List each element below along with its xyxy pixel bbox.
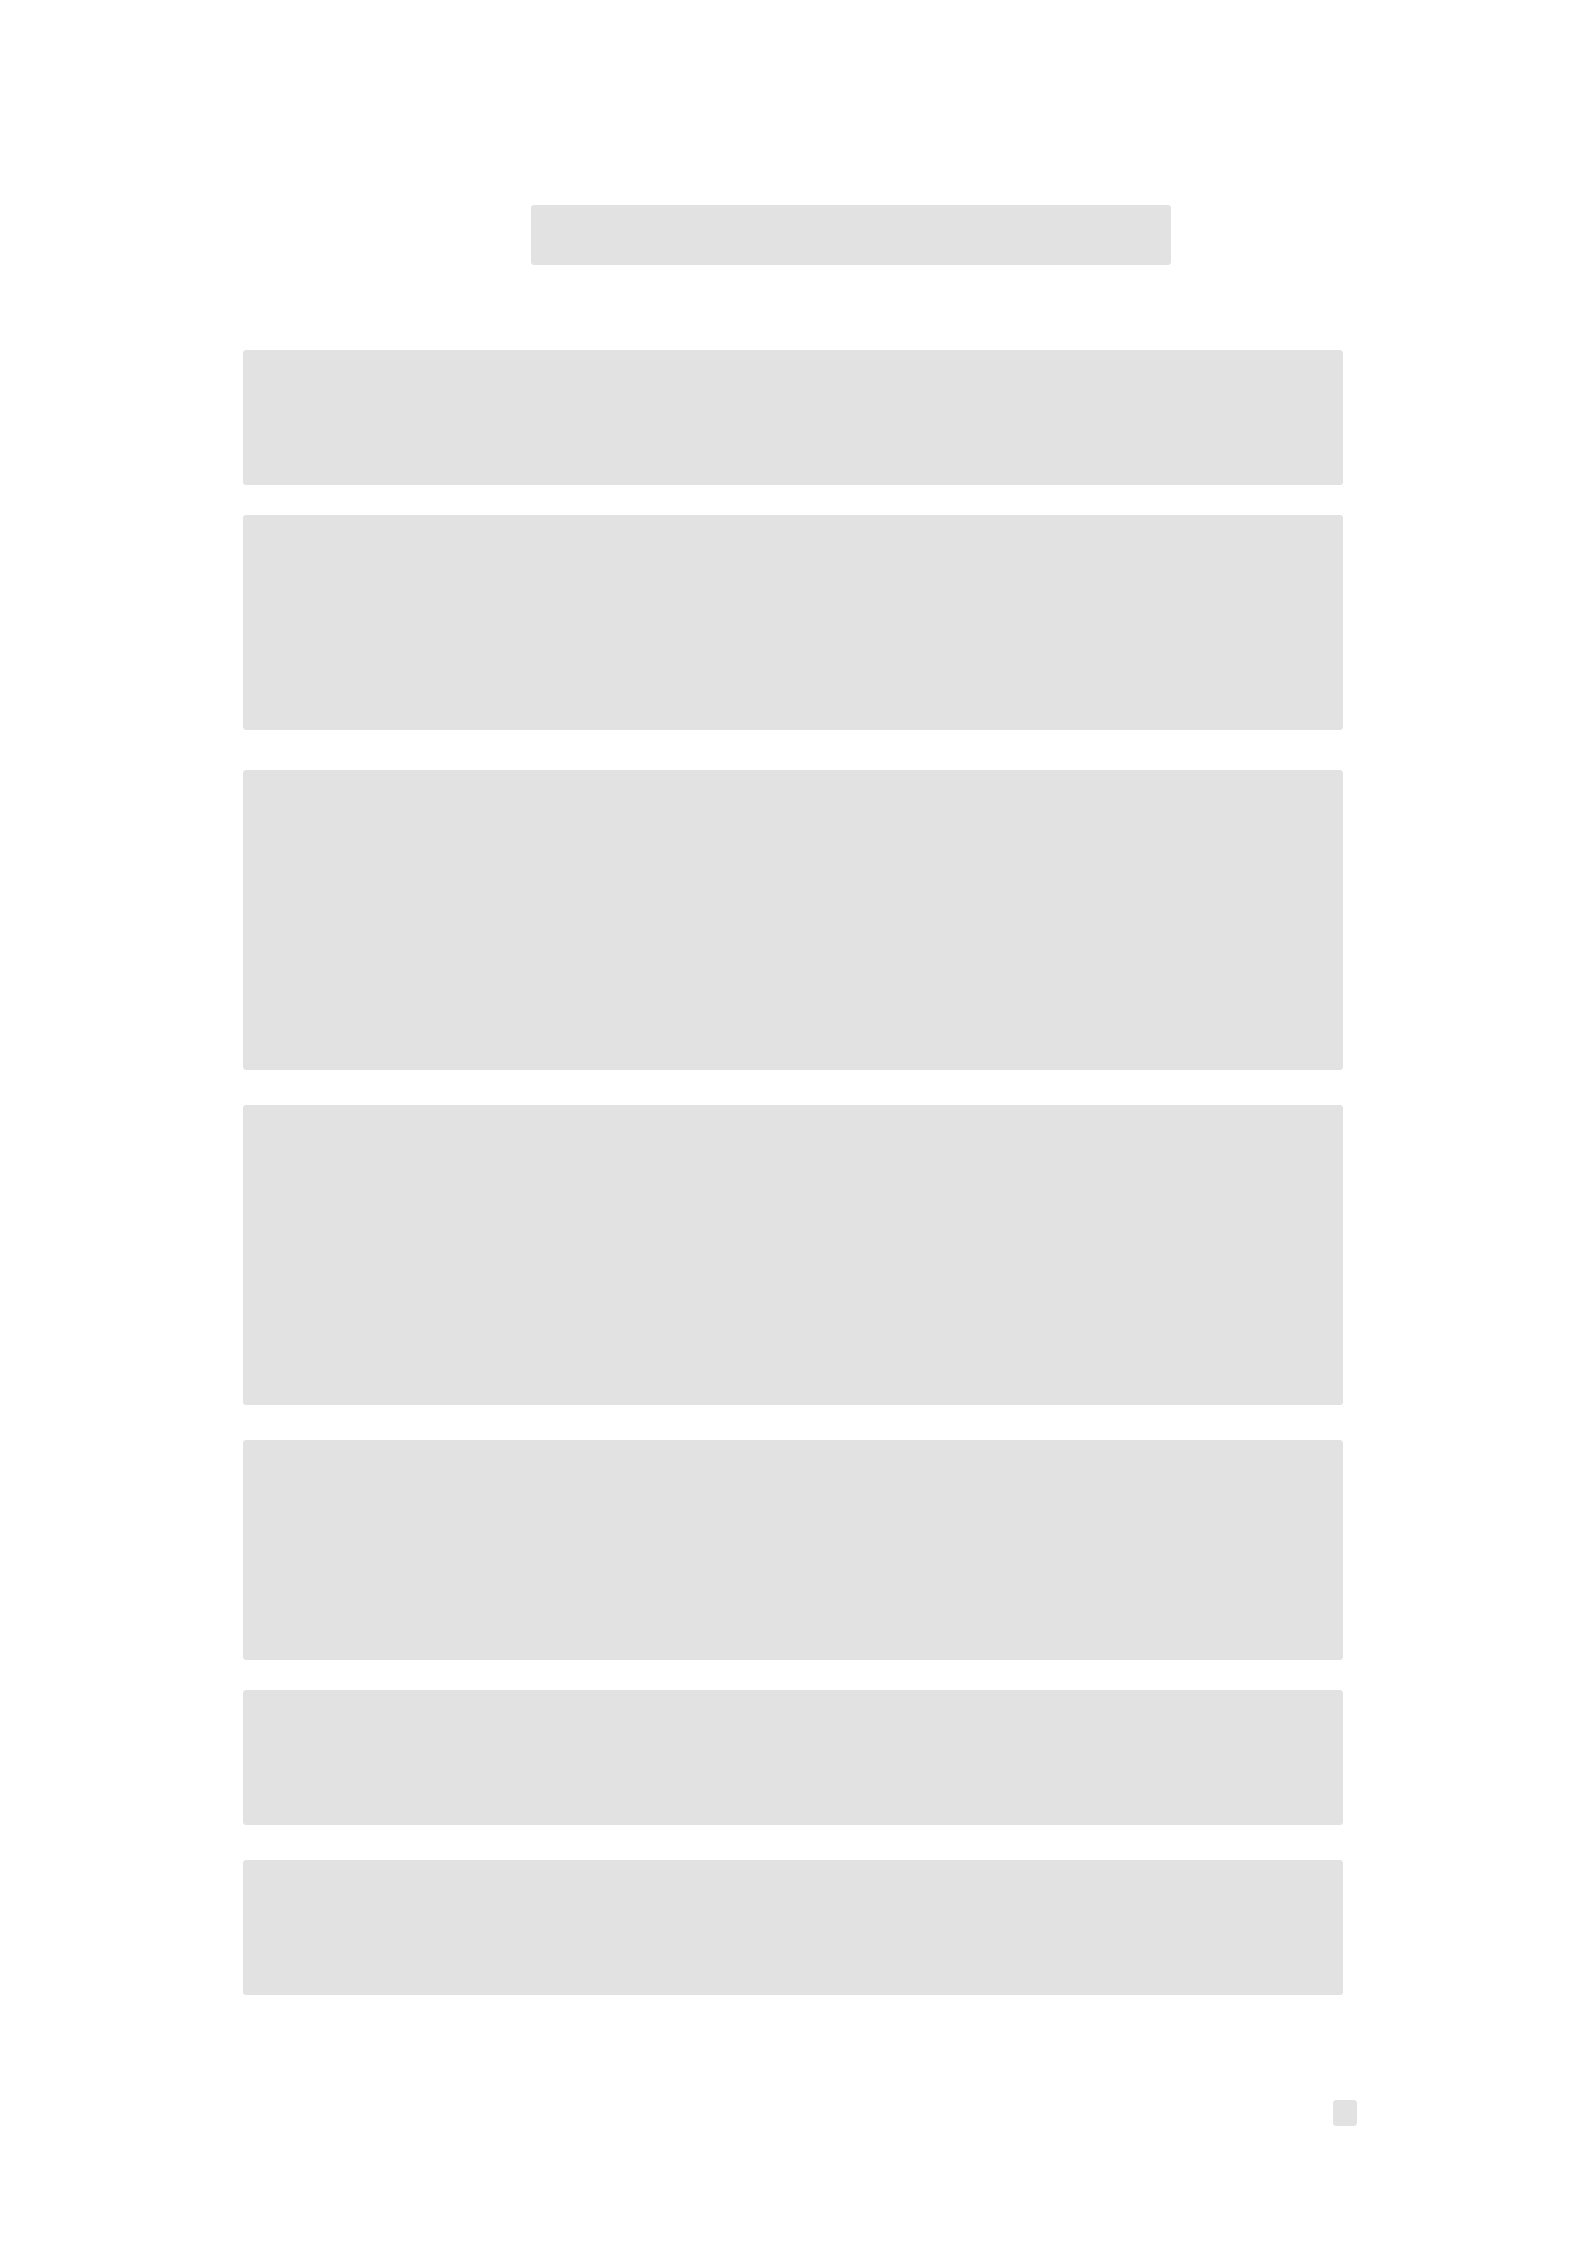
question-block-6 <box>243 1860 1343 1995</box>
instructions-block <box>243 350 1343 485</box>
question-block-4 <box>243 1440 1343 1660</box>
page-number-block <box>1333 2100 1357 2126</box>
question-block-3 <box>243 1105 1343 1405</box>
title-block <box>531 205 1171 265</box>
question-block-2 <box>243 770 1343 1070</box>
question-block-1 <box>243 515 1343 730</box>
question-block-5 <box>243 1690 1343 1825</box>
